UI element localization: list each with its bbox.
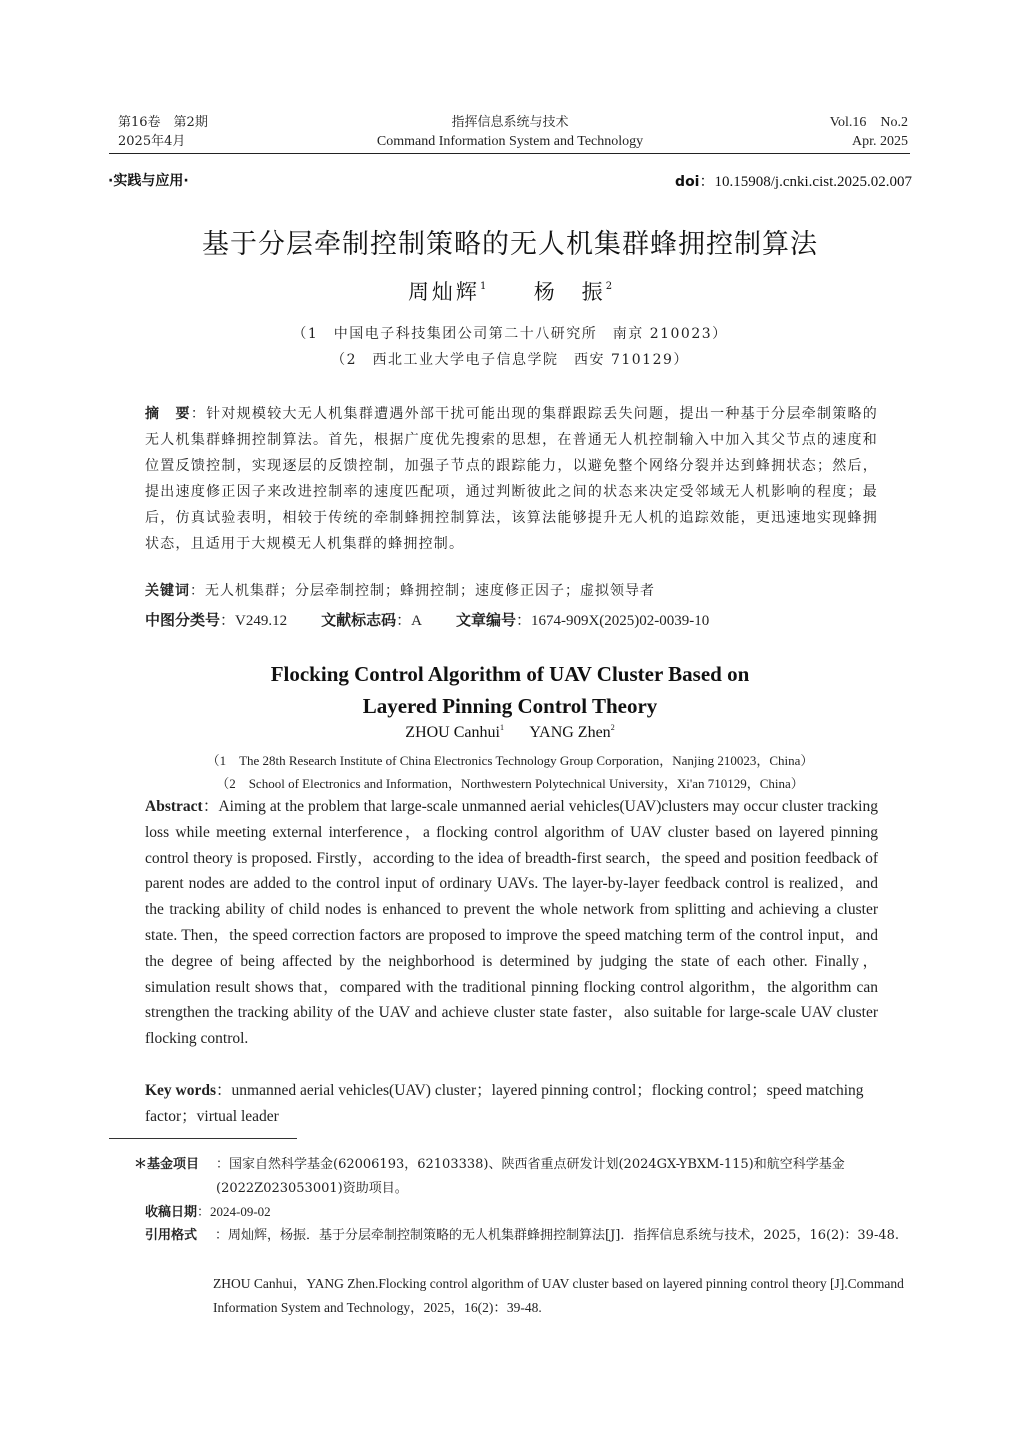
- abstract-cn-text: ：针对规模较大无人机集群遭遇外部干扰可能出现的集群跟踪丢失问题，提出一种基于分层牵制策略的无人机集群蜂拥控制算法。首先，根据广度优先搜索的思想，在普通无人机控制输入中加入其父节点的速度和位置反馈控制，实现逐层的反馈控制，加强子节点的跟踪能力，以避免整个网络分裂并达到蜂拥状态；然后，提出速度修正因子来改进控制率的速度匹配项，通过判断彼此之间的状态来决定受邻域无人机影响的程度；最后，仿真试验表明，相较于传统的牵制蜂拥控制算法，该算法能够提升无人机的追踪效能，更迅速地实现蜂拥状态，且适用于大规模无人机集群的蜂拥控制。: [145, 406, 878, 552]
- title-en-line-1: Flocking Control Algorithm of UAV Cluster Based on: [270, 662, 750, 686]
- title-en-line-2: Layered Pinning Control Theory: [362, 694, 658, 718]
- received-text: ：2024-09-02: [197, 1204, 271, 1219]
- keywords-cn-text: ：无人机集群；分层牵制控制；蜂拥控制；速度修正因子；虚拟领导者: [190, 583, 655, 599]
- author-en-2-sup: 2: [610, 723, 615, 732]
- volume-issue-en: Vol.16 No.2: [829, 115, 908, 130]
- affiliation-cn-1: （1 中国电子科技集团公司第二十八研究所 南京 210023）: [292, 326, 728, 342]
- abstract-en-text: ：Aiming at the problem that large-scale unmanned aerial vehicles(UAV)clusters may occur cluster tracking loss while meeting external interference，a flocking control algorithm of UAV cluster based on layered pinning control theory is proposed. Firstly，according to the idea of breadth-first search，the speed and position feedback of parent nodes are added to the control input of ordinary UAVs. The layer-by-layer feedback control is realized，and the tracking ability of child nodes is enhanced to prevent the whole network from splitting and achieving a cluster state. Then，the speed correction factors are proposed to improve the speed matching term of the control input，and the degree of being affected by the neighborhood is determined by judging the state of each other. Finally，simulation result shows that，compared with the traditional pinning flocking control algorithm，the algorithm can strengthen the tracking ability of the UAV and achieve cluster state faster，also suitable for large-scale UAV cluster flocking control.: [145, 798, 878, 1048]
- date-en: Apr. 2025: [852, 134, 908, 149]
- footnote-rule: [109, 1138, 297, 1139]
- keywords-en-label: Key words: [145, 1082, 217, 1099]
- section-label: ·实践与应用·: [108, 173, 189, 189]
- journal-name-cn: 指挥信息系统与技术: [451, 115, 569, 130]
- cite-en: ZHOU Canhui，YANG Zhen.Flocking control algorithm of UAV cluster based on layered pinning control theory [J].Command Information System and Technology，2025，16(2)：39-48.: [213, 1276, 904, 1315]
- author-en-1-sup: 1: [499, 723, 504, 732]
- abstract-en-label: Abstract: [145, 798, 203, 815]
- abstract-en: [145, 794, 878, 1052]
- doi-label: doi: [675, 174, 700, 190]
- title-cn: 基于分层牵制控制策略的无人机集群蜂拥控制算法: [202, 229, 818, 260]
- keywords-en-text: ：unmanned aerial vehicles(UAV) cluster；layered pinning control；flocking control；speed matching factor；virtual leader: [145, 1082, 864, 1125]
- doc-code-value: ：A: [396, 613, 422, 629]
- author-cn-2: 杨 振: [533, 280, 606, 304]
- authors-cn: [0, 276, 1020, 306]
- volume-issue-cn: 第16卷 第2期: [118, 115, 208, 130]
- fund-text: ：国家自然科学基金(62006193，62103338)、陕西省重点研发计划(2024GX-YBXM-115)和航空科学基金(2022Z023053001)资助项目。: [216, 1157, 845, 1196]
- abstract-cn-label: 摘 要: [145, 406, 191, 422]
- cite-cn: ：周灿辉，杨振．基于分层牵制控制策略的无人机集群蜂拥控制算法[J]．指挥信息系统与技术，2025，16(2)：39-48.: [215, 1228, 900, 1243]
- footnote-received: [145, 1200, 910, 1225]
- doi: [675, 170, 912, 191]
- doc-code-label: 文献标志码: [321, 611, 397, 629]
- author-en-1: ZHOU Canhui: [405, 724, 500, 741]
- header-rule: [109, 153, 910, 154]
- footnote-fund: [134, 1153, 910, 1201]
- title-en: [0, 658, 1020, 722]
- keywords-cn: [145, 580, 655, 600]
- authors-en: [0, 723, 1020, 742]
- clc-value: ：V249.12: [220, 613, 288, 629]
- article-number-label: 文章编号: [455, 611, 516, 629]
- clc-label: 中图分类号: [145, 611, 221, 629]
- received-label: 收稿日期: [145, 1205, 198, 1220]
- footnote-citation: [145, 1224, 910, 1248]
- affiliation-en-1: （1 The 28th Research Institute of China Electronics Technology Group Corporation，Nanjing 210023，China）: [206, 753, 814, 768]
- fund-label: ＊基金项目: [134, 1157, 200, 1172]
- keywords-cn-label: 关键词: [145, 583, 190, 599]
- keywords-en: [145, 1078, 878, 1130]
- author-cn-1: 周灿辉: [407, 280, 480, 304]
- author-en-2: YANG Zhen: [529, 724, 611, 741]
- classification-line: [145, 609, 709, 630]
- author-cn-1-sup: 1: [479, 281, 487, 292]
- affiliation-en-2: （2 School of Electronics and Information，Northwestern Polytechnical University，Xi'an 710129，China）: [216, 776, 804, 791]
- abstract-cn: [145, 401, 878, 557]
- date-cn: 2025年4月: [118, 134, 186, 149]
- affiliation-cn-2: （2 西北工业大学电子信息学院 西安 710129）: [331, 352, 689, 368]
- journal-name-en: Command Information System and Technology: [376, 134, 644, 149]
- author-cn-2-sup: 2: [605, 281, 613, 292]
- article-number-value: ：1674-909X(2025)02-0039-10: [515, 613, 710, 629]
- cite-label: 引用格式: [145, 1228, 198, 1243]
- doi-value: ：10.15908/j.cnki.cist.2025.02.007: [699, 174, 912, 190]
